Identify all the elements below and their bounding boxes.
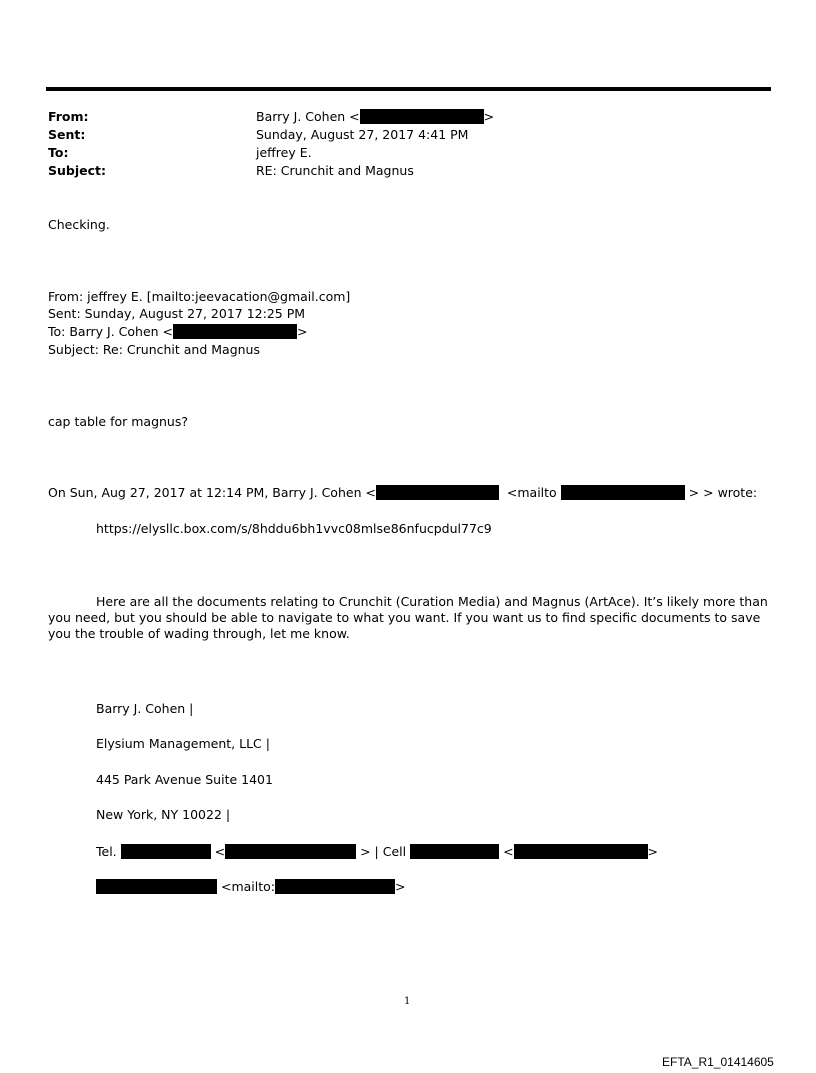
quoted-to-close: > <box>297 324 308 339</box>
from-label: From: <box>48 109 89 124</box>
redaction-box <box>514 844 648 859</box>
from-name: Barry J. Cohen < <box>256 109 360 124</box>
subject-value: RE: Crunchit and Magnus <box>256 163 414 178</box>
on-wrote-suffix: > > wrote: <box>688 485 758 500</box>
question-text: cap table for magnus? <box>48 414 188 429</box>
to-value: jeffrey E. <box>256 145 312 160</box>
box-link[interactable]: https://elysllc.box.com/s/8hddu6bh1vvc08mlse86nfucpdul77c9 <box>96 521 492 536</box>
email-close: > <box>395 879 406 894</box>
cell-open: < <box>503 844 514 859</box>
quoted-to-text: To: Barry J. Cohen < <box>48 324 173 339</box>
quoted-subject: Subject: Re: Crunchit and Magnus <box>48 342 260 357</box>
subject-label: Subject: <box>48 163 106 178</box>
signature-email-line <box>96 879 406 895</box>
quoted-from: From: jeffrey E. [mailto:jeevacation@gmail.com] <box>48 289 351 304</box>
email-mailto: <mailto: <box>220 879 276 894</box>
header-rule <box>46 87 771 91</box>
signature-city: New York, NY 10022 | <box>96 807 231 822</box>
on-wrote-line <box>48 485 757 501</box>
quoted-to <box>48 324 307 340</box>
signature-address: 445 Park Avenue Suite 1401 <box>96 772 273 787</box>
quoted-sent: Sent: Sunday, August 27, 2017 12:25 PM <box>48 306 306 321</box>
document-id: EFTA_R1_01414605 <box>662 1055 774 1069</box>
tel-open: < <box>214 844 226 859</box>
signature-company: Elysium Management, LLC | <box>96 736 270 751</box>
reply-text: Checking. <box>48 217 110 232</box>
signature-phone-line <box>96 844 658 860</box>
message-paragraph: Here are all the documents relating to Crunchit (Curation Media) and Magnus (ArtAce). It’s likely more than you need, but you should be able to navigate to what you want. If you want us to find specific documents to save you the trouble of wading through, let me know. <box>48 594 768 641</box>
redaction-box <box>225 844 356 859</box>
from-close-bracket: > <box>483 109 495 124</box>
redaction-box <box>561 485 685 500</box>
redaction-box <box>275 879 395 894</box>
page-number: 1 <box>404 996 411 1007</box>
signature-name: Barry J. Cohen | <box>96 701 194 716</box>
redaction-box <box>121 844 211 859</box>
redaction-box <box>96 879 217 894</box>
on-wrote-mailto: <mailto <box>506 485 557 500</box>
redaction-box <box>360 109 484 124</box>
redaction-box <box>410 844 499 859</box>
tel-label: Tel. <box>96 844 117 859</box>
redaction-box <box>173 324 297 339</box>
on-wrote-prefix: On Sun, Aug 27, 2017 at 12:14 PM, Barry J. Cohen < <box>48 485 376 500</box>
from-value <box>256 109 494 125</box>
cell-close: > <box>647 844 659 859</box>
sent-value: Sunday, August 27, 2017 4:41 PM <box>256 127 469 142</box>
cell-label: > | Cell <box>360 844 407 859</box>
to-label: To: <box>48 145 69 160</box>
redaction-box <box>376 485 499 500</box>
sent-label: Sent: <box>48 127 86 142</box>
